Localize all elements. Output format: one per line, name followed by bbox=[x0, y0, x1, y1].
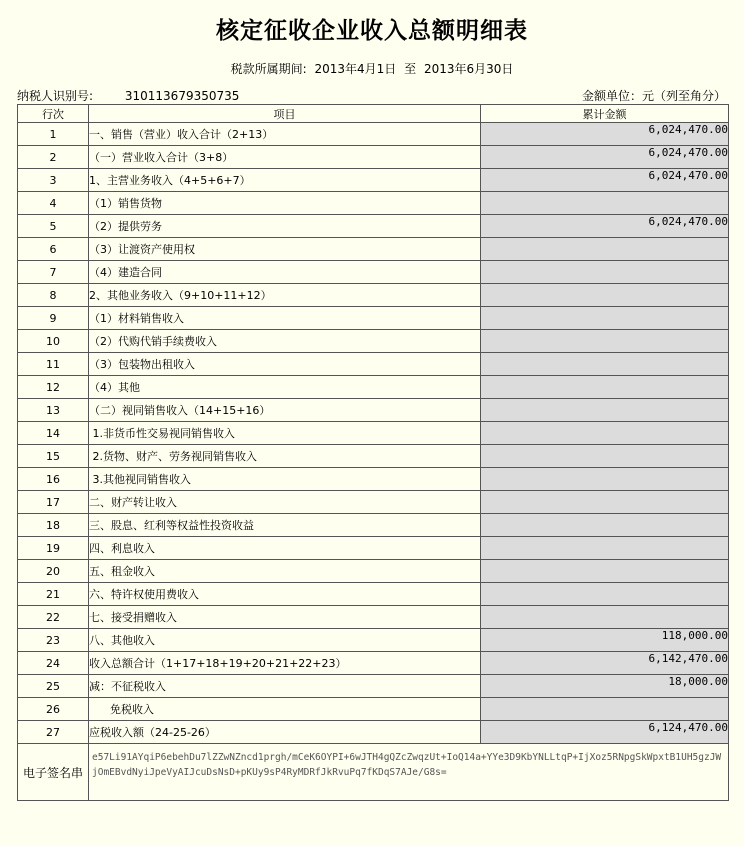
row-amount bbox=[481, 399, 729, 422]
row-item: 七、接受捐赠收入 bbox=[89, 606, 481, 629]
row-item: 1.非货币性交易视同销售收入 bbox=[89, 422, 481, 445]
page-title: 核定征收企业收入总额明细表 bbox=[216, 18, 528, 44]
amount-unit: 金额单位：元（列至角分） bbox=[581, 89, 726, 103]
row-item: （2）提供劳务 bbox=[89, 215, 481, 238]
header-amount: 累计金额 bbox=[481, 105, 729, 123]
table-row bbox=[18, 560, 729, 583]
table-row bbox=[18, 330, 729, 353]
row-number: 5 bbox=[18, 215, 89, 238]
table-row bbox=[18, 261, 729, 284]
row-amount bbox=[481, 422, 729, 445]
tax-period bbox=[0, 60, 744, 77]
row-amount bbox=[481, 537, 729, 560]
row-item: （二）视同销售收入（14+15+16） bbox=[89, 399, 481, 422]
row-item: （4）建造合同 bbox=[89, 261, 481, 284]
row-item: 应税收入额（24-25-26） bbox=[89, 721, 481, 744]
row-item: 八、其他收入 bbox=[89, 629, 481, 652]
table-row bbox=[18, 491, 729, 514]
signature-label: 电子签名串 bbox=[18, 744, 89, 801]
row-number: 15 bbox=[18, 445, 89, 468]
table-row bbox=[18, 238, 729, 261]
row-number: 1 bbox=[18, 123, 89, 146]
row-amount: 6,024,470.00 bbox=[481, 123, 729, 146]
row-amount bbox=[481, 698, 729, 721]
table-row bbox=[18, 698, 729, 721]
row-number: 13 bbox=[18, 399, 89, 422]
taxpayer-id-label: 纳税人识别号: bbox=[17, 89, 94, 103]
row-number: 10 bbox=[18, 330, 89, 353]
row-number: 21 bbox=[18, 583, 89, 606]
row-amount bbox=[481, 330, 729, 353]
row-amount bbox=[481, 606, 729, 629]
row-item: （1）销售货物 bbox=[89, 192, 481, 215]
row-amount bbox=[481, 284, 729, 307]
row-number: 2 bbox=[18, 146, 89, 169]
row-number: 23 bbox=[18, 629, 89, 652]
row-number: 8 bbox=[18, 284, 89, 307]
row-number: 6 bbox=[18, 238, 89, 261]
row-item: 六、特许权使用费收入 bbox=[89, 583, 481, 606]
header-row-no: 行次 bbox=[18, 105, 89, 123]
row-amount: 6,024,470.00 bbox=[481, 146, 729, 169]
row-item: （3）包装物出租收入 bbox=[89, 353, 481, 376]
taxpayer-id bbox=[17, 87, 239, 104]
row-number: 3 bbox=[18, 169, 89, 192]
table-row bbox=[18, 353, 729, 376]
row-amount: 6,124,470.00 bbox=[481, 721, 729, 744]
table-row bbox=[18, 537, 729, 560]
table-row bbox=[18, 514, 729, 537]
signature-value: e57Li91AYqiP6ebehDu7lZZwNZncd1prgh/mCeK6OYPI+6wJTH4gQZcZwqzUt+IoQ14a+YYe3D9KbYNLLtqP+IjXoz5RNpgSkWpxtB1UH5gzJWjOmEBvdNyiJpeVyAIJcuDsNsD+pKUy9sP4RyMDRfJkRvuPq7fKDqS7AJe/G8s= bbox=[89, 744, 729, 801]
row-amount: 6,024,470.00 bbox=[481, 169, 729, 192]
row-item: 五、租金收入 bbox=[89, 560, 481, 583]
row-number: 12 bbox=[18, 376, 89, 399]
row-amount bbox=[481, 491, 729, 514]
table-row bbox=[18, 721, 729, 744]
table-row bbox=[18, 606, 729, 629]
row-item: 2、其他业务收入（9+10+11+12） bbox=[89, 284, 481, 307]
row-number: 22 bbox=[18, 606, 89, 629]
row-number: 14 bbox=[18, 422, 89, 445]
row-item: 一、销售（营业）收入合计（2+13） bbox=[89, 123, 481, 146]
income-detail-table bbox=[17, 104, 729, 801]
table-row bbox=[18, 215, 729, 238]
row-number: 27 bbox=[18, 721, 89, 744]
table-row bbox=[18, 468, 729, 491]
taxpayer-id-value: 310113679350735 bbox=[124, 89, 240, 103]
row-item: （1）材料销售收入 bbox=[89, 307, 481, 330]
row-item: 1、主营业务收入（4+5+6+7） bbox=[89, 169, 481, 192]
table-row bbox=[18, 629, 729, 652]
row-amount: 118,000.00 bbox=[481, 629, 729, 652]
row-item: （3）让渡资产使用权 bbox=[89, 238, 481, 261]
row-item: （4）其他 bbox=[89, 376, 481, 399]
row-item: 四、利息收入 bbox=[89, 537, 481, 560]
row-item: （一）营业收入合计（3+8） bbox=[89, 146, 481, 169]
row-amount bbox=[481, 583, 729, 606]
row-number: 16 bbox=[18, 468, 89, 491]
row-amount bbox=[481, 238, 729, 261]
table-row bbox=[18, 192, 729, 215]
table-row bbox=[18, 422, 729, 445]
row-amount bbox=[481, 376, 729, 399]
table-header-row bbox=[18, 105, 729, 123]
table-row bbox=[18, 583, 729, 606]
table-row bbox=[18, 146, 729, 169]
row-item: 减：不征税收入 bbox=[89, 675, 481, 698]
row-amount bbox=[481, 353, 729, 376]
row-amount: 6,142,470.00 bbox=[481, 652, 729, 675]
row-item: 免税收入 bbox=[89, 698, 481, 721]
row-number: 9 bbox=[18, 307, 89, 330]
row-amount bbox=[481, 468, 729, 491]
table-row bbox=[18, 652, 729, 675]
row-amount bbox=[481, 261, 729, 284]
tax-period-to: 至 bbox=[404, 62, 417, 76]
row-item: 三、股息、红利等权益性投资收益 bbox=[89, 514, 481, 537]
row-amount: 6,024,470.00 bbox=[481, 215, 729, 238]
signature-row bbox=[18, 744, 729, 801]
row-item: 二、财产转让收入 bbox=[89, 491, 481, 514]
row-number: 26 bbox=[18, 698, 89, 721]
row-number: 20 bbox=[18, 560, 89, 583]
tax-period-start: 2013年4月1日 bbox=[314, 62, 397, 76]
row-item: （2）代购代销手续费收入 bbox=[89, 330, 481, 353]
row-item: 收入总额合计（1+17+18+19+20+21+22+23） bbox=[89, 652, 481, 675]
table-row bbox=[18, 169, 729, 192]
tax-period-end: 2013年6月30日 bbox=[423, 62, 514, 76]
row-amount: 18,000.00 bbox=[481, 675, 729, 698]
row-amount bbox=[481, 192, 729, 215]
row-amount bbox=[481, 445, 729, 468]
row-amount bbox=[481, 514, 729, 537]
row-item: 3.其他视同销售收入 bbox=[89, 468, 481, 491]
row-number: 24 bbox=[18, 652, 89, 675]
row-number: 18 bbox=[18, 514, 89, 537]
row-amount bbox=[481, 307, 729, 330]
table-row bbox=[18, 445, 729, 468]
row-number: 19 bbox=[18, 537, 89, 560]
row-number: 25 bbox=[18, 675, 89, 698]
row-amount bbox=[481, 560, 729, 583]
row-number: 4 bbox=[18, 192, 89, 215]
table-row bbox=[18, 399, 729, 422]
row-number: 17 bbox=[18, 491, 89, 514]
row-number: 7 bbox=[18, 261, 89, 284]
header-item: 项目 bbox=[89, 105, 481, 123]
table-row bbox=[18, 123, 729, 146]
table-row bbox=[18, 675, 729, 698]
tax-period-label: 税款所属期间: bbox=[230, 62, 307, 76]
row-item: 2.货物、财产、劳务视同销售收入 bbox=[89, 445, 481, 468]
table-row bbox=[18, 284, 729, 307]
table-row bbox=[18, 376, 729, 399]
table-row bbox=[18, 307, 729, 330]
row-number: 11 bbox=[18, 353, 89, 376]
